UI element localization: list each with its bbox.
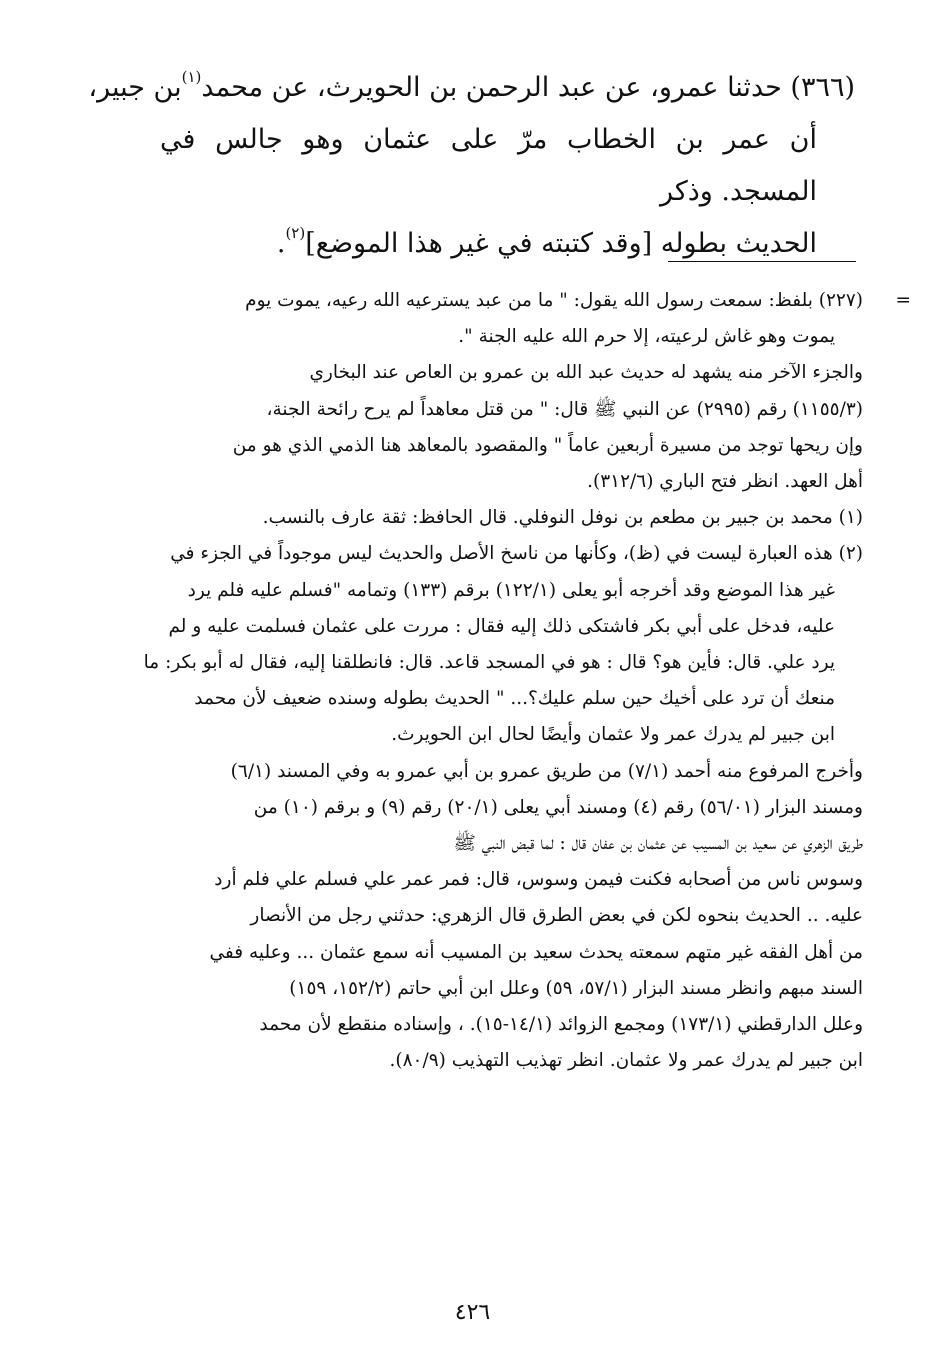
footnote-line: (٢) هذه العبارة ليست في (ظ)، وكأنها من ناسخ الأصل والحديث ليس موجوداً في الجزء في <box>170 543 863 565</box>
footnote-line: وإن ريحها توجد من مسيرة أربعين عاماً " والمقصود بالمعاهد هنا الذمي الذي هو من <box>232 434 863 456</box>
footnote-1 <box>112 500 863 536</box>
footnote-line: ابن جبير لم يدرك عمر ولا عثمان وأيضًا لحال ابن الحويرث. <box>391 724 835 746</box>
main-line-3-text: الحديث بطوله [وقد كتبته في غير هذا الموضع] <box>305 228 817 259</box>
main-line-1-text: (٣٦٦) حدثنا عمرو، عن عبد الرحمن بن الحويرث، عن محمد <box>201 72 855 103</box>
footnote-line: أهل العهد. انظر فتح الباري (٣١٢/٦). <box>587 471 863 493</box>
footnote-line: من أهل الفقه غير متهم سمعته يحدث سعيد بن المسيب أنه سمع عثمان ... وعليه ففي <box>209 941 863 963</box>
main-line-3-end: . <box>276 228 286 259</box>
footnote-paragraph-ahmad <box>112 754 863 1080</box>
footnote-line: السند مبهم وانظر مسند البزار (٥٧/١، ٥٩) وعلل ابن أبي حاتم (١٥٢/٢، ١٥٩) <box>289 977 863 999</box>
main-text <box>70 62 855 270</box>
footnote-line: والجزء الآخر منه يشهد له حديث عبد الله بن عمرو بن العاص عند البخاري <box>309 362 863 384</box>
footnote-paragraph-bukhari <box>112 355 863 500</box>
continuation-marker: = <box>895 290 911 311</box>
footnote-line: منعك أن ترد على أخيك حين سلم عليك؟... " الحديث بطوله وسنده ضعيف لأن محمد <box>194 688 835 710</box>
footnote-line: يرد علي. قال: فأين هو؟ قال : هو في المسجد قاعد. قال: فانطلقنا إليه، فقال له أبو بكر: ما <box>143 652 835 674</box>
footnote-line: يموت وهو غاش لرعيته، إلا حرم الله عليه الجنة ". <box>458 326 835 348</box>
main-line-2: أن عمر بن الخطاب مرّ على عثمان وهو جالس في المسجد. وذكر <box>160 124 817 207</box>
footnote-line: عليه. .. الحديث بنحوه لكن في بعض الطرق قال الزهري: حدثني رجل من الأنصار <box>250 905 863 927</box>
main-line-1-end: بن جبير، <box>88 72 182 103</box>
footnote-2 <box>112 536 863 753</box>
footnotes <box>112 283 911 1079</box>
footnote-line: (١١٥٥/٣) رقم (٢٩٩٥) عن النبي ﷺ قال: " من قتل معاهداً لم يرح رائحة الجنة، <box>266 398 863 420</box>
footnote-line: ومسند البزار (٥٦/٠١) رقم (٤) ومسند أبي يعلى (٢٠/١) رقم (٩) و برقم (١٠) من <box>253 796 863 818</box>
page-number: ٤٢٦ <box>454 1300 491 1325</box>
footnote-line: (٢٢٧) بلفظ: سمعت رسول الله يقول: " ما من عبد يسترعيه الله رعيه، يموت يوم <box>245 290 863 311</box>
footnote-line: ابن جبير لم يدرك عمر ولا عثمان. انظر تهذيب التهذيب (٨٠/٩). <box>389 1050 863 1072</box>
footnote-line: غير هذا الموضع وقد أخرجه أبو يعلى (١٢٢/١) برقم (١٣٣) وتمامه "فسلم عليه فلم يرد <box>187 579 835 601</box>
footnote-ref-1: (١) <box>181 68 202 86</box>
footnote-ref-2: (٢) <box>285 224 306 242</box>
footnote-line: (١) محمد بن جبير بن مطعم بن نوفل النوفلي. قال الحافظ: ثقة عارف بالنسب. <box>262 507 863 529</box>
footnote-line: وعلل الدارقطني (١٧٣/١) ومجمع الزوائد (١٤/١-١٥). ، وإسناده منقطع لأن محمد <box>259 1014 863 1036</box>
main-line-3 <box>70 218 855 270</box>
main-line-1 <box>70 62 855 114</box>
footnote-line: عليه، فدخل على أبي بكر فاشتكى ذلك إليه فقال : مررت على عثمان فسلمت عليه و لم <box>168 615 835 637</box>
footnote-line: وأخرج المرفوع منه أحمد (٧/١) من طريق عمرو بن أبي عمرو به وفي المسند (٦/١) <box>230 760 863 782</box>
footnote-continuation <box>112 283 911 355</box>
footnote-line: طريق الزهري عن سعيد بن المسيب عن عثمان بن عفان قال : لما قبض النبي ﷺ <box>453 833 863 855</box>
footnote-separator <box>668 261 856 262</box>
footnote-line: وسوس ناس من أصحابه فكنت فيمن وسوس، قال: فمر عمر علي فسلم علي فلم أرد <box>214 869 863 891</box>
